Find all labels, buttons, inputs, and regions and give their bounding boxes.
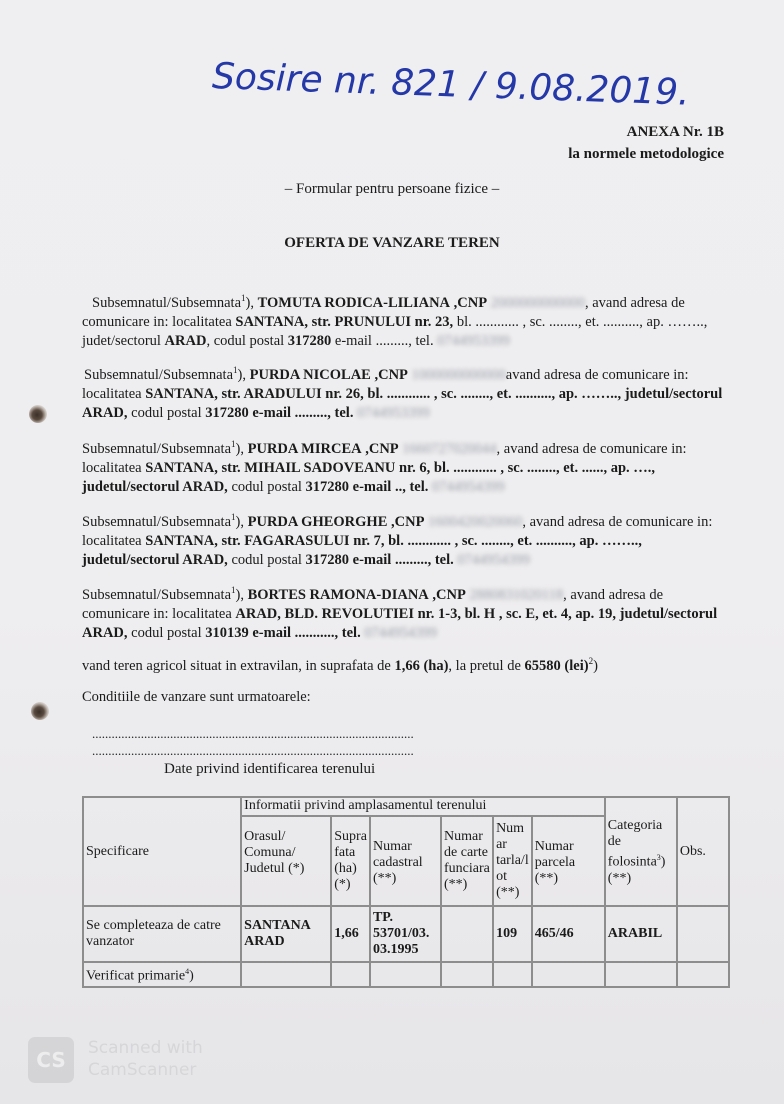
camscanner-watermark: CS Scanned with CamScanner bbox=[28, 1037, 228, 1087]
person-paragraph: Subsemnatul/Subsemnata$^1$), PURDA MIRCEA ,CNP 1660727020044, avand adresa de comunicare in: localitatea SANTANA, str. MIHAIL SADOVEANU nr. 6, bl. ............ , sc. ........, et. ......, ap. …., judetul/sectorul ARAD, codul postal 317280 e-mail .., tel. 0744954399 bbox=[82, 439, 687, 495]
table-row bbox=[83, 962, 729, 987]
annex-header bbox=[568, 121, 724, 165]
header-parcela: Numar parcela (**) bbox=[532, 816, 605, 906]
form-subtitle: – Formular pentru persoane fizice – bbox=[284, 181, 500, 197]
person-paragraph: Subsemnatul/Subsemnata$^1$), TOMUTA RODICA-LILIANA ,CNP 2000000000000, avand adresa de comunicare in: localitatea SANTANA, str. PRUNULUI nr. 23, bl. ............ , sc. ........, et. .........., ap. …….., judet/sectorul ARAD, codul postal 317280 e-mail ........., tel. 0744953399 bbox=[82, 293, 708, 349]
punch-hole bbox=[31, 702, 49, 720]
camscanner-logo-icon: CS bbox=[28, 1037, 74, 1083]
redacted-phone: 0744954399 bbox=[432, 478, 505, 495]
redacted-cnp: 2000000000000 bbox=[490, 294, 585, 311]
punch-hole bbox=[29, 405, 47, 423]
redacted-phone: 0744954399 bbox=[457, 551, 530, 568]
header-specificare: Specificare bbox=[83, 797, 241, 906]
header-obs: Obs. bbox=[677, 797, 729, 906]
person-paragraph: Subsemnatul/Subsemnata$^1$), PURDA NICOLAE ,CNP 1000000000000avand adresa de comunicare in: localitatea SANTANA, str. ARADULUI nr. 26, bl. ............ , sc. ........, et. .........., ap. …….., judetul/sectorul ARAD, codul postal 317280 e-mail ........., tel. 0744953399 bbox=[82, 365, 723, 421]
handwritten-note-text: Sosire nr. 821 / 9.08.2019. bbox=[211, 56, 691, 114]
row-label-primarie: Verificat primarie$^4$) bbox=[83, 962, 241, 987]
cell-suprafata: 1,66 bbox=[331, 906, 370, 962]
document-title: OFERTA DE VANZARE TEREN bbox=[284, 235, 500, 251]
person-name: BORTES RAMONA-DIANA bbox=[247, 586, 429, 603]
cell-categoria: ARABIL bbox=[605, 906, 677, 962]
redacted-phone: 0744953399 bbox=[437, 332, 510, 349]
header-oras: Orasul/ Comuna/ Judetul (*) bbox=[241, 816, 331, 906]
redacted-cnp: 1660727020044 bbox=[402, 440, 497, 457]
header-tarla: Num ar tarla/l ot (**) bbox=[493, 816, 532, 906]
person-paragraph: Subsemnatul/Subsemnata$^1$), PURDA GHEORGHE ,CNP 1600420020060, avand adresa de comunicare in: localitatea SANTANA, str. FAGARASULUI nr. 7, bl. ............ , sc. ........, et. .........., ap. …….., judetul/sectorul ARAD, codul postal 317280 e-mail ........., tel. 0744954399 bbox=[82, 512, 713, 568]
redacted-phone: 0744953399 bbox=[357, 404, 430, 421]
annex-number: ANEXA Nr. 1B bbox=[626, 124, 724, 140]
table-caption: Date privind identificarea terenului bbox=[164, 761, 376, 777]
row-label-vanzator: Se completeaza de catre vanzator bbox=[83, 906, 241, 962]
cell-tarla: 109 bbox=[493, 906, 532, 962]
redacted-cnp: 2880831020118 bbox=[469, 586, 564, 603]
conditions-line-1: ................................................................................................... bbox=[92, 726, 414, 741]
sale-statement: vand teren agricol situat in extravilan, in suprafata de 1,66 (ha), la pretul de 65580 (lei)$^2$) bbox=[82, 656, 598, 674]
redacted-cnp: 1000000000000 bbox=[411, 366, 506, 383]
person-name: PURDA NICOLAE bbox=[249, 366, 371, 383]
land-identification-table bbox=[82, 796, 730, 988]
handwritten-note bbox=[211, 40, 691, 114]
header-cadastral: Numar cadastral (**) bbox=[370, 816, 441, 906]
header-carte-funciara: Numar de carte funciara (**) bbox=[441, 816, 493, 906]
header-categoria: Categoria de folosinta$^3$) (**) bbox=[605, 797, 677, 906]
redacted-cnp: 1600420020060 bbox=[428, 513, 523, 530]
cell-oras: SANTANA ARAD bbox=[241, 906, 331, 962]
cell-obs bbox=[677, 906, 729, 962]
sale-price: 65580 (lei) bbox=[524, 657, 589, 674]
cell-cadastral: TP. 53701/03. 03.1995 bbox=[370, 906, 441, 962]
header-suprafata: Supra fata (ha) (*) bbox=[331, 816, 370, 906]
person-name: TOMUTA RODICA-LILIANA bbox=[257, 294, 451, 311]
sale-area: 1,66 (ha) bbox=[394, 657, 449, 674]
person-name: PURDA MIRCEA bbox=[247, 440, 362, 457]
person-name: PURDA GHEORGHE bbox=[247, 513, 388, 530]
annex-subtitle: la normele metodologice bbox=[568, 146, 724, 162]
cell-parcela: 465/46 bbox=[532, 906, 605, 962]
redacted-phone: 0744954399 bbox=[364, 624, 437, 641]
person-paragraph: Subsemnatul/Subsemnata$^1$), BORTES RAMONA-DIANA ,CNP 2880831020118, avand adresa de comunicare in: localitatea ARAD, BLD. REVOLUTIEI nr. 1-3, bl. H , sc. E, et. 4, ap. 19, judetul/sectorul ARAD, codul postal 310139 e-mail ..........., tel. 0744954399 bbox=[82, 585, 718, 641]
header-location-group: Informatii privind amplasamentul terenului bbox=[241, 797, 605, 816]
cell-carte-funciara bbox=[441, 906, 493, 962]
table-row bbox=[83, 906, 729, 962]
table-header-row bbox=[83, 797, 729, 816]
conditions-line-2: ................................................................................................... bbox=[92, 743, 414, 758]
conditions-label: Conditiile de vanzare sunt urmatoarele: bbox=[82, 689, 311, 705]
